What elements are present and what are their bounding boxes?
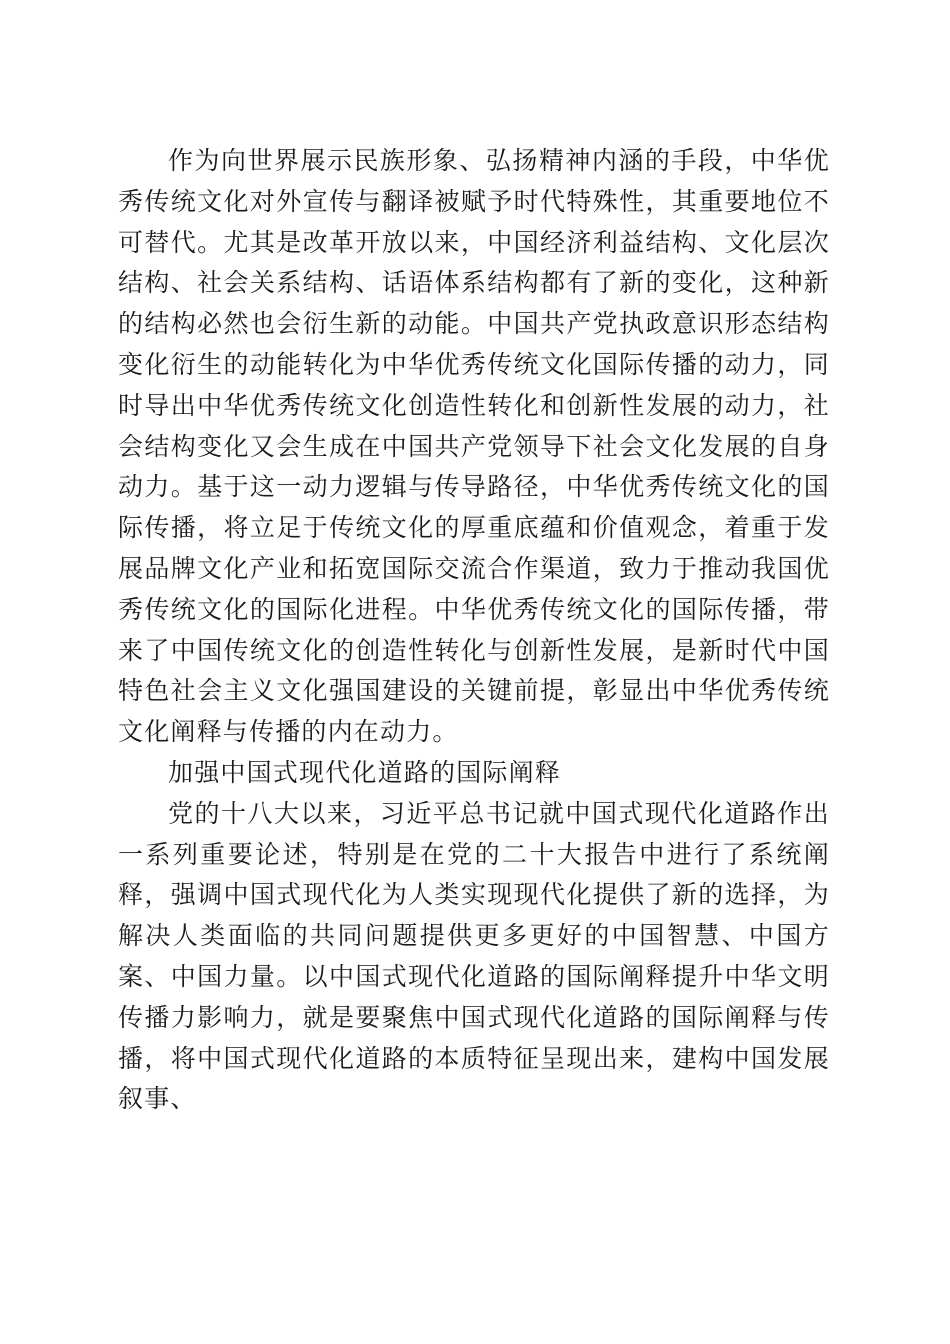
document-body (118, 141, 830, 1120)
body-paragraph-2: 党的十八大以来，习近平总书记就中国式现代化道路作出一系列重要论述，特别是在党的二十大报告中进行了系统阐释，强调中国式现代化为人类实现现代化提供了新的选择，为解决人类面临的共同问题提供更多更好的中国智慧、中国方案、中国力量。以中国式现代化道路的国际阐释提升中华文明传播力影响力，就是要聚焦中国式现代化道路的国际阐释与传播，将中国式现代化道路的本质特征呈现出来，建构中国发展叙事、 (118, 798, 830, 1114)
body-paragraph-1: 作为向世界展示民族形象、弘扬精神内涵的手段，中华优秀传统文化对外宣传与翻译被赋予时代特殊性，其重要地位不可替代。尤其是改革开放以来，中国经济利益结构、文化层次结构、社会关系结构、话语体系结构都有了新的变化，这种新的结构必然也会衍生新的动能。中国共产党执政意识形态结构变化衍生的动能转化为中华优秀传统文化国际传播的动力，同时导出中华优秀传统文化创造性转化和创新性发展的动力，社会结构变化又会生成在中国共产党领导下社会文化发展的自身动力。基于这一动力逻辑与传导路径，中华优秀传统文化的国际传播，将立足于传统文化的厚重底蕴和价值观念，着重于发展品牌文化产业和拓宽国际交流合作渠道，致力于推动我国优秀传统文化的国际化进程。中华优秀传统文化的国际传播，带来了中国传统文化的创造性转化与创新性发展，是新时代中国特色社会主义文化强国建设的关键前提，彰显出中华优秀传统文化阐释与传播的内在动力。 (118, 146, 830, 747)
section-heading: 加强中国式现代化道路的国际阐释 (168, 757, 562, 787)
